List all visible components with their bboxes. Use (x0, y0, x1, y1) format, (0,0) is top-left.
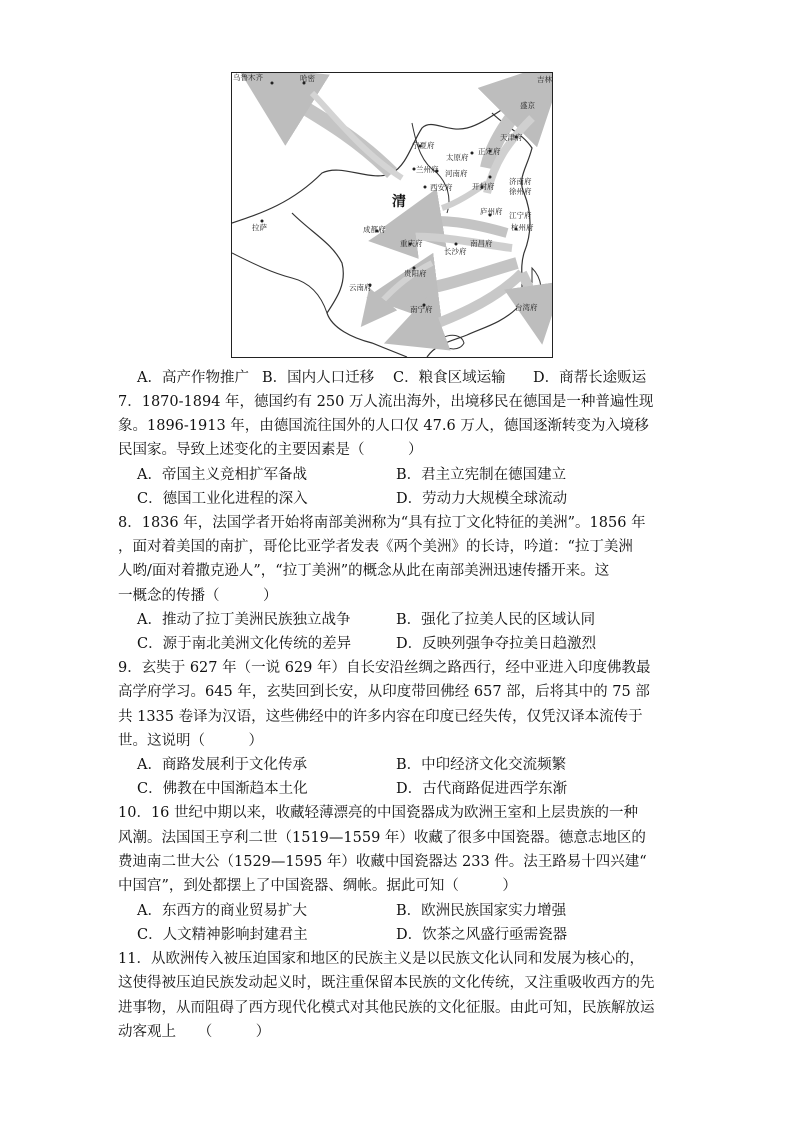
city-label: 徐州府 (509, 187, 532, 196)
q7-option-c: C．德国工业化进程的深入 (137, 491, 308, 507)
q10-stem-line: 中国宫”，到处都摆上了中国瓷器、绸帐。据此可知（ ） (118, 878, 517, 894)
q11-stem-line: 进事物，从而阻碍了西方现代化模式对其他民族的文化征服。由此可知，民族解放运 (118, 1000, 655, 1016)
q8-option-b: B．强化了拉美人民的区域认同 (396, 612, 596, 628)
city-label: 云南府 (349, 283, 372, 292)
q8-stem-line: ，面对着美国的南扩，哥伦比亚学者发表《两个美洲》的长诗，吟道：“拉丁美洲 (118, 539, 633, 555)
q8-stem-line: 8．1836 年，法国学者开始将南部美洲称为“具有拉丁文化特征的美洲”。1856 年 (118, 515, 646, 531)
q7-stem-line: 民国家。导致上述变化的主要因素是（ ） (118, 442, 423, 458)
city-label: 开封府 (472, 182, 495, 191)
q10-option-b: B．欧洲民族国家实力增强 (396, 903, 567, 919)
city-label: 江宁府 (509, 211, 532, 220)
city-label: 天津府 (500, 133, 523, 142)
qing-label: 清 (392, 194, 406, 210)
q7-stem-line: 7．1870-1894 年，德国约有 250 万人流出海外，出境移民在德国是一种普遍性现 (118, 394, 654, 410)
q6-option-a: A．高产作物推广 (137, 370, 249, 386)
q10-stem-line: 10．16 世纪中期以来，收藏轻薄漂亮的中国瓷器成为欧洲王室和上层贵族的一种 (118, 805, 639, 821)
city-label: 吉林 (537, 75, 552, 84)
q10-option-a: A．东西方的商业贸易扩大 (137, 903, 307, 919)
city-label: 盛京 (520, 101, 535, 110)
city-label: 乌鲁木齐 (233, 73, 263, 82)
city-label: 贵阳府 (404, 269, 427, 278)
city-label: 拉萨 (252, 223, 267, 232)
city-label: 哈密 (300, 74, 315, 83)
q7-option-a: A．帝国主义竞相扩军备战 (137, 467, 307, 483)
q10-option-d: D．饮茶之风盛行亟需瓷器 (396, 927, 568, 943)
map-graphic (232, 73, 552, 357)
q9-stem-line: 9．玄奘于 627 年（一说 629 年）自长安沿丝绸之路西行，经中亚进入印度佛教最 (118, 660, 651, 676)
q9-option-a: A．商路发展利于文化传承 (137, 757, 307, 773)
q8-option-c: C．源于南北美洲文化传统的差异 (137, 636, 352, 652)
city-label: 台湾府 (515, 303, 538, 312)
q8-option-a: A．推动了拉丁美洲民族独立战争 (137, 612, 351, 628)
q8-option-d: D．反映列强争夺拉美日趋激烈 (396, 636, 597, 652)
q6-option-c: C．粮食区域运输 (393, 370, 506, 386)
q8-stem-line: 一概念的传播（ ） (118, 588, 278, 604)
q11-stem-line: 这使得被压迫民族发动起义时，既注重保留本民族的文化传统，又注重吸收西方的先 (118, 975, 655, 991)
city-label: 济南府 (509, 177, 532, 186)
city-label: 兰州府 (416, 165, 439, 174)
q9-stem-line: 高学府学习。645 年，玄奘回到长安，从印度带回佛经 657 部，后将其中的 75 部 (118, 684, 650, 700)
city-label: 河南府 (445, 169, 468, 178)
q9-option-b: B．中印经济文化交流频繁 (396, 757, 567, 773)
city-label: 长沙府 (444, 247, 467, 256)
q10-stem-line: 风潮。法国国王亨利二世（1519—1559 年）收藏了很多中国瓷器。德意志地区的 (118, 830, 646, 846)
city-label: 重庆府 (400, 239, 423, 248)
city-label: 杭州府 (511, 223, 534, 232)
city-label: 宁夏府 (412, 141, 435, 150)
city-label: 太原府 (446, 153, 469, 162)
q10-option-c: C．人文精神影响封建君主 (137, 927, 308, 943)
city-label: 南昌府 (470, 239, 493, 248)
q7-stem-line: 象。1896-1913 年，由德国流往国外的人口仅 47.6 万人，德国逐渐转变为入境移 (118, 418, 649, 434)
city-label: 成都府 (363, 225, 386, 234)
q7-option-b: B．君主立宪制在德国建立 (396, 467, 567, 483)
q11-stem-line: 动客观上 （ ） (118, 1024, 271, 1040)
q9-stem-line: 世。这说明（ ） (118, 733, 263, 749)
city-label: 庐州府 (480, 207, 503, 216)
q9-stem-line: 共 1335 卷译为汉语，这些佛经中的许多内容在印度已经失传，仅凭汉译本流传于 (118, 709, 643, 725)
q6-option-d: D．商帮长途贩运 (533, 370, 647, 386)
q8-stem-line: 人哟/面对着撒克逊人”，“拉丁美洲”的概念从此在南部美洲迅速传播开来。这 (118, 563, 610, 579)
q6-option-b: B．国内人口迁移 (262, 370, 375, 386)
q11-stem-line: 11．从欧洲传入被压迫国家和地区的民族主义是以民族文化认同和发展为核心的， (118, 951, 644, 967)
q9-option-c: C．佛教在中国渐趋本土化 (137, 781, 308, 797)
city-label: 南宁府 (410, 305, 433, 314)
city-label: 西安府 (430, 183, 453, 192)
q10-stem-line: 费迪南二世大公（1529—1595 年）收藏中国瓷器达 233 件。法王路易十四兴建“ (118, 854, 647, 870)
migration-map (231, 72, 553, 358)
city-label: 正定府 (478, 147, 501, 156)
q9-option-d: D．古代商路促进西学东渐 (396, 781, 568, 797)
q7-option-d: D．劳动力大规模全球流动 (396, 491, 568, 507)
